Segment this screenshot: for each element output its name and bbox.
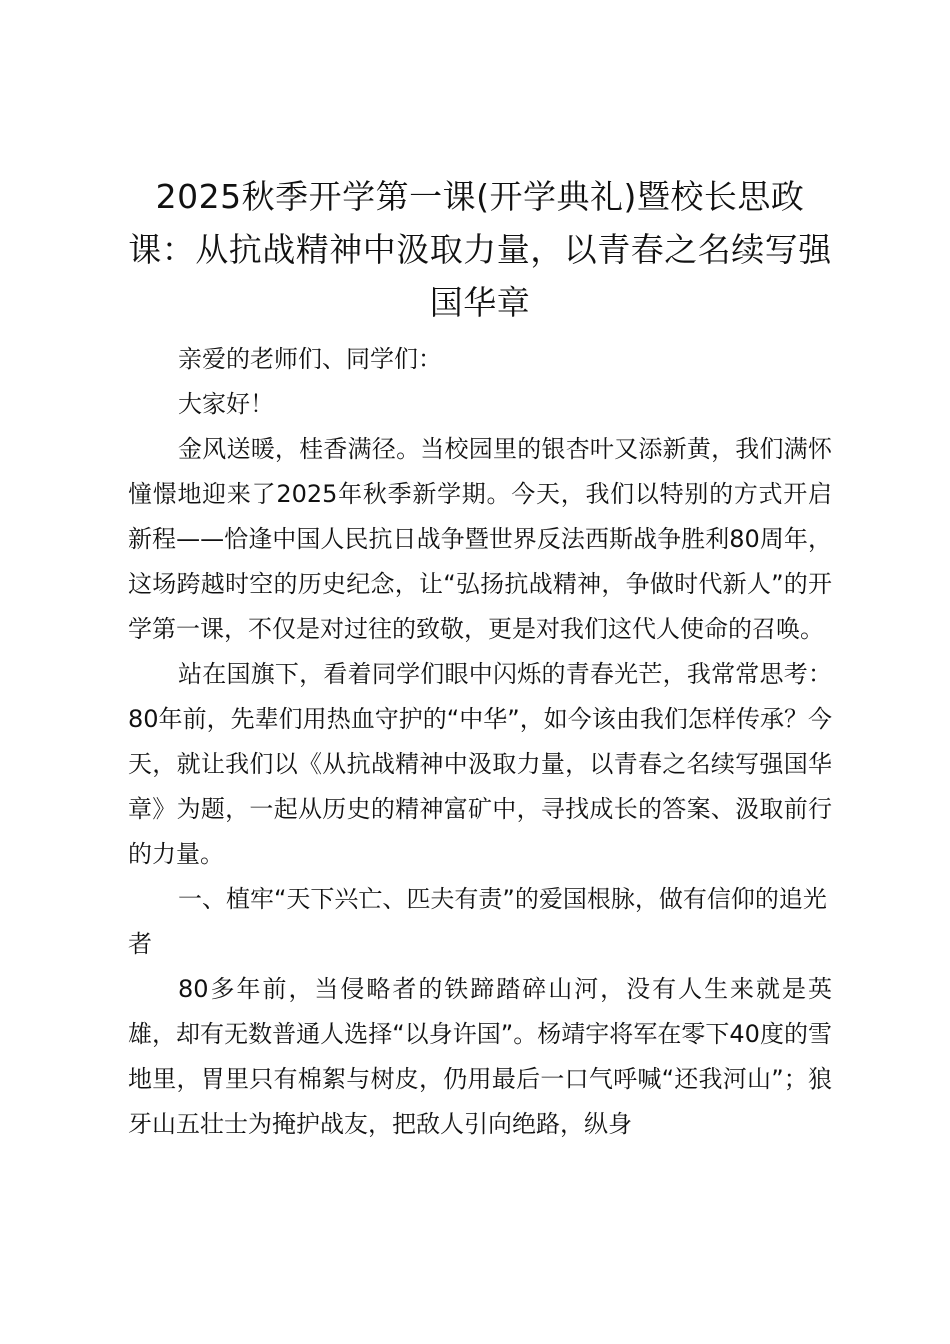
document-page (128, 170, 832, 1147)
salutation: 亲爱的老师们、同学们： (178, 345, 442, 373)
body-paragraph: 80多年前，当侵略者的铁蹄踏碎山河，没有人生来就是英雄，却有无数普通人选择“以身许国”。杨靖宇将军在零下40度的雪地里，胃里只有棉絮与树皮，仍用最后一口气呼喊“还我河山”；狼牙山五壮士为掩护战友，把敌人引向绝路，纵身 (128, 975, 832, 1138)
body-paragraph: 金风送暖，桂香满径。当校园里的银杏叶又添新黄，我们满怀憧憬地迎来了2025年秋季新学期。今天，我们以特别的方式开启新程——恰逢中国人民抗日战争暨世界反法西斯战争胜利80周年，这场跨越时空的历史纪念，让“弘扬抗战精神，争做时代新人”的开学第一课，不仅是对过往的致敬，更是对我们这代人使命的召唤。 (128, 435, 832, 643)
section-heading: 一、植牢“天下兴亡、匹夫有责”的爱国根脉，做有信仰的追光者 (128, 885, 827, 958)
greeting: 大家好！ (178, 390, 274, 418)
document-body (128, 337, 832, 1147)
document-title: 2025秋季开学第一课(开学典礼)暨校长思政课：从抗战精神中汲取力量，以青春之名续写强国华章 (128, 177, 832, 322)
body-paragraph: 站在国旗下，看着同学们眼中闪烁的青春光芒，我常常思考：80年前，先辈们用热血守护的“中华”，如今该由我们怎样传承？今天，就让我们以《从抗战精神中汲取力量，以青春之名续写强国华章》为题，一起从历史的精神富矿中，寻找成长的答案、汲取前行的力量。 (128, 660, 832, 868)
